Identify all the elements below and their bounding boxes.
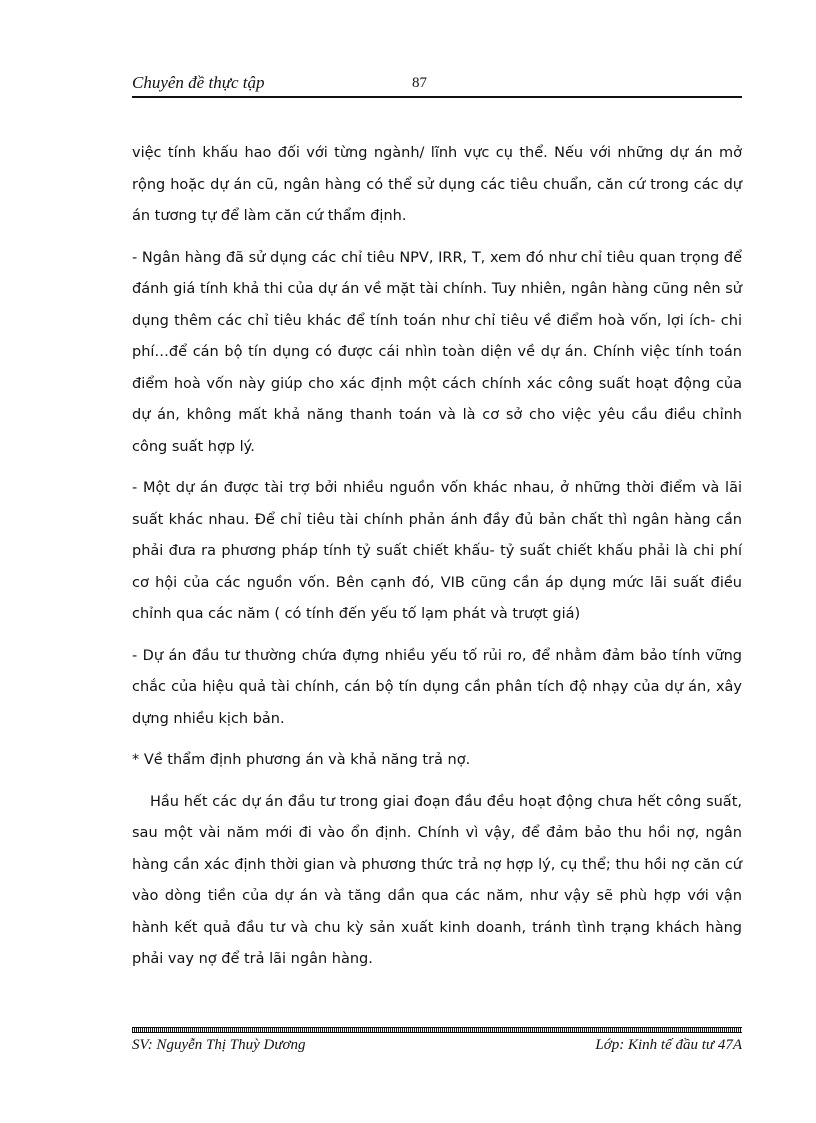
page-number: 87 (412, 75, 427, 91)
paragraph-depreciation: việc tính khấu hao đối với từng ngành/ lĩnh vực cụ thể. Nếu với những dự án mở rộng hoặc dự án cũ, ngân hàng có thể sử dụng các tiêu chuẩn, căn cứ trong các dự án tương tự để làm căn cứ thẩm định. (132, 145, 742, 224)
header-divider (132, 96, 742, 98)
section-heading-repayment: * Về thẩm định phương án và khả năng trả nợ. (132, 752, 471, 768)
page-header (132, 72, 742, 98)
header-title: Chuyên đề thực tập (132, 73, 265, 92)
footer-divider (132, 1027, 742, 1033)
paragraph-financial-indicators: - Ngân hàng đã sử dụng các chỉ tiêu NPV, IRR, T, xem đó như chỉ tiêu quan trọng để đánh giá tính khả thi của dự án về mặt tài chính. Tuy nhiên, ngân hàng cũng nên sử dụng thêm các chỉ tiêu khác để tính toán như chỉ tiêu về điểm hoà vốn, lợi ích- chi phí…để cán bộ tín dụng có được cái nhìn toàn diện về dự án. Chính việc tính toán điểm hoà vốn này giúp cho xác định một cách chính xác công suất hoạt động của dự án, không mất khả năng thanh toán và là cơ sở cho việc yêu cầu điều chỉnh công suất hợp lý. (132, 249, 742, 455)
paragraph-repayment: Hầu hết các dự án đầu tư trong giai đoạn đầu đều hoạt động chưa hết công suất, sau một vài năm mới đi vào ổn định. Chính vì vậy, để đảm bảo thu hồi nợ, ngân hàng cần xác định thời gian và phương thức trả nợ hợp lý, cụ thể; thu hồi nợ căn cứ vào dòng tiền của dự án và tăng dần qua các năm, như vậy sẽ phù hợp với vận hành kết quả đầu tư và chu kỳ sản xuất kinh doanh, tránh tình trạng khách hàng phải vay nợ để trả lãi ngân hàng. (132, 793, 742, 967)
page-footer (132, 1034, 742, 1058)
body-text (132, 138, 742, 986)
paragraph-discount-rate: - Một dự án được tài trợ bởi nhiều nguồn vốn khác nhau, ở những thời điểm và lãi suất khác nhau. Để chỉ tiêu tài chính phản ánh đầy đủ bản chất thì ngân hàng cần phải đưa ra phương pháp tính tỷ suất chiết khấu- tỷ suất chiết khấu phải là chi phí cơ hội của các nguồn vốn. Bên cạnh đó, VIB cũng cần áp dụng mức lãi suất điều chỉnh qua các năm ( có tính đến yếu tố lạm phát và trượt giá) (132, 480, 742, 622)
footer-class-name: Lớp: Kinh tế đầu tư 47A (595, 1037, 742, 1053)
paragraph-sensitivity: - Dự án đầu tư thường chứa đựng nhiều yếu tố rủi ro, để nhằm đảm bảo tính vững chắc của hiệu quả tài chính, cán bộ tín dụng cần phân tích độ nhạy của dự án, xây dựng nhiều kịch bản. (132, 647, 742, 727)
footer-student-name: SV: Nguyễn Thị Thuỳ Dương (132, 1037, 306, 1053)
